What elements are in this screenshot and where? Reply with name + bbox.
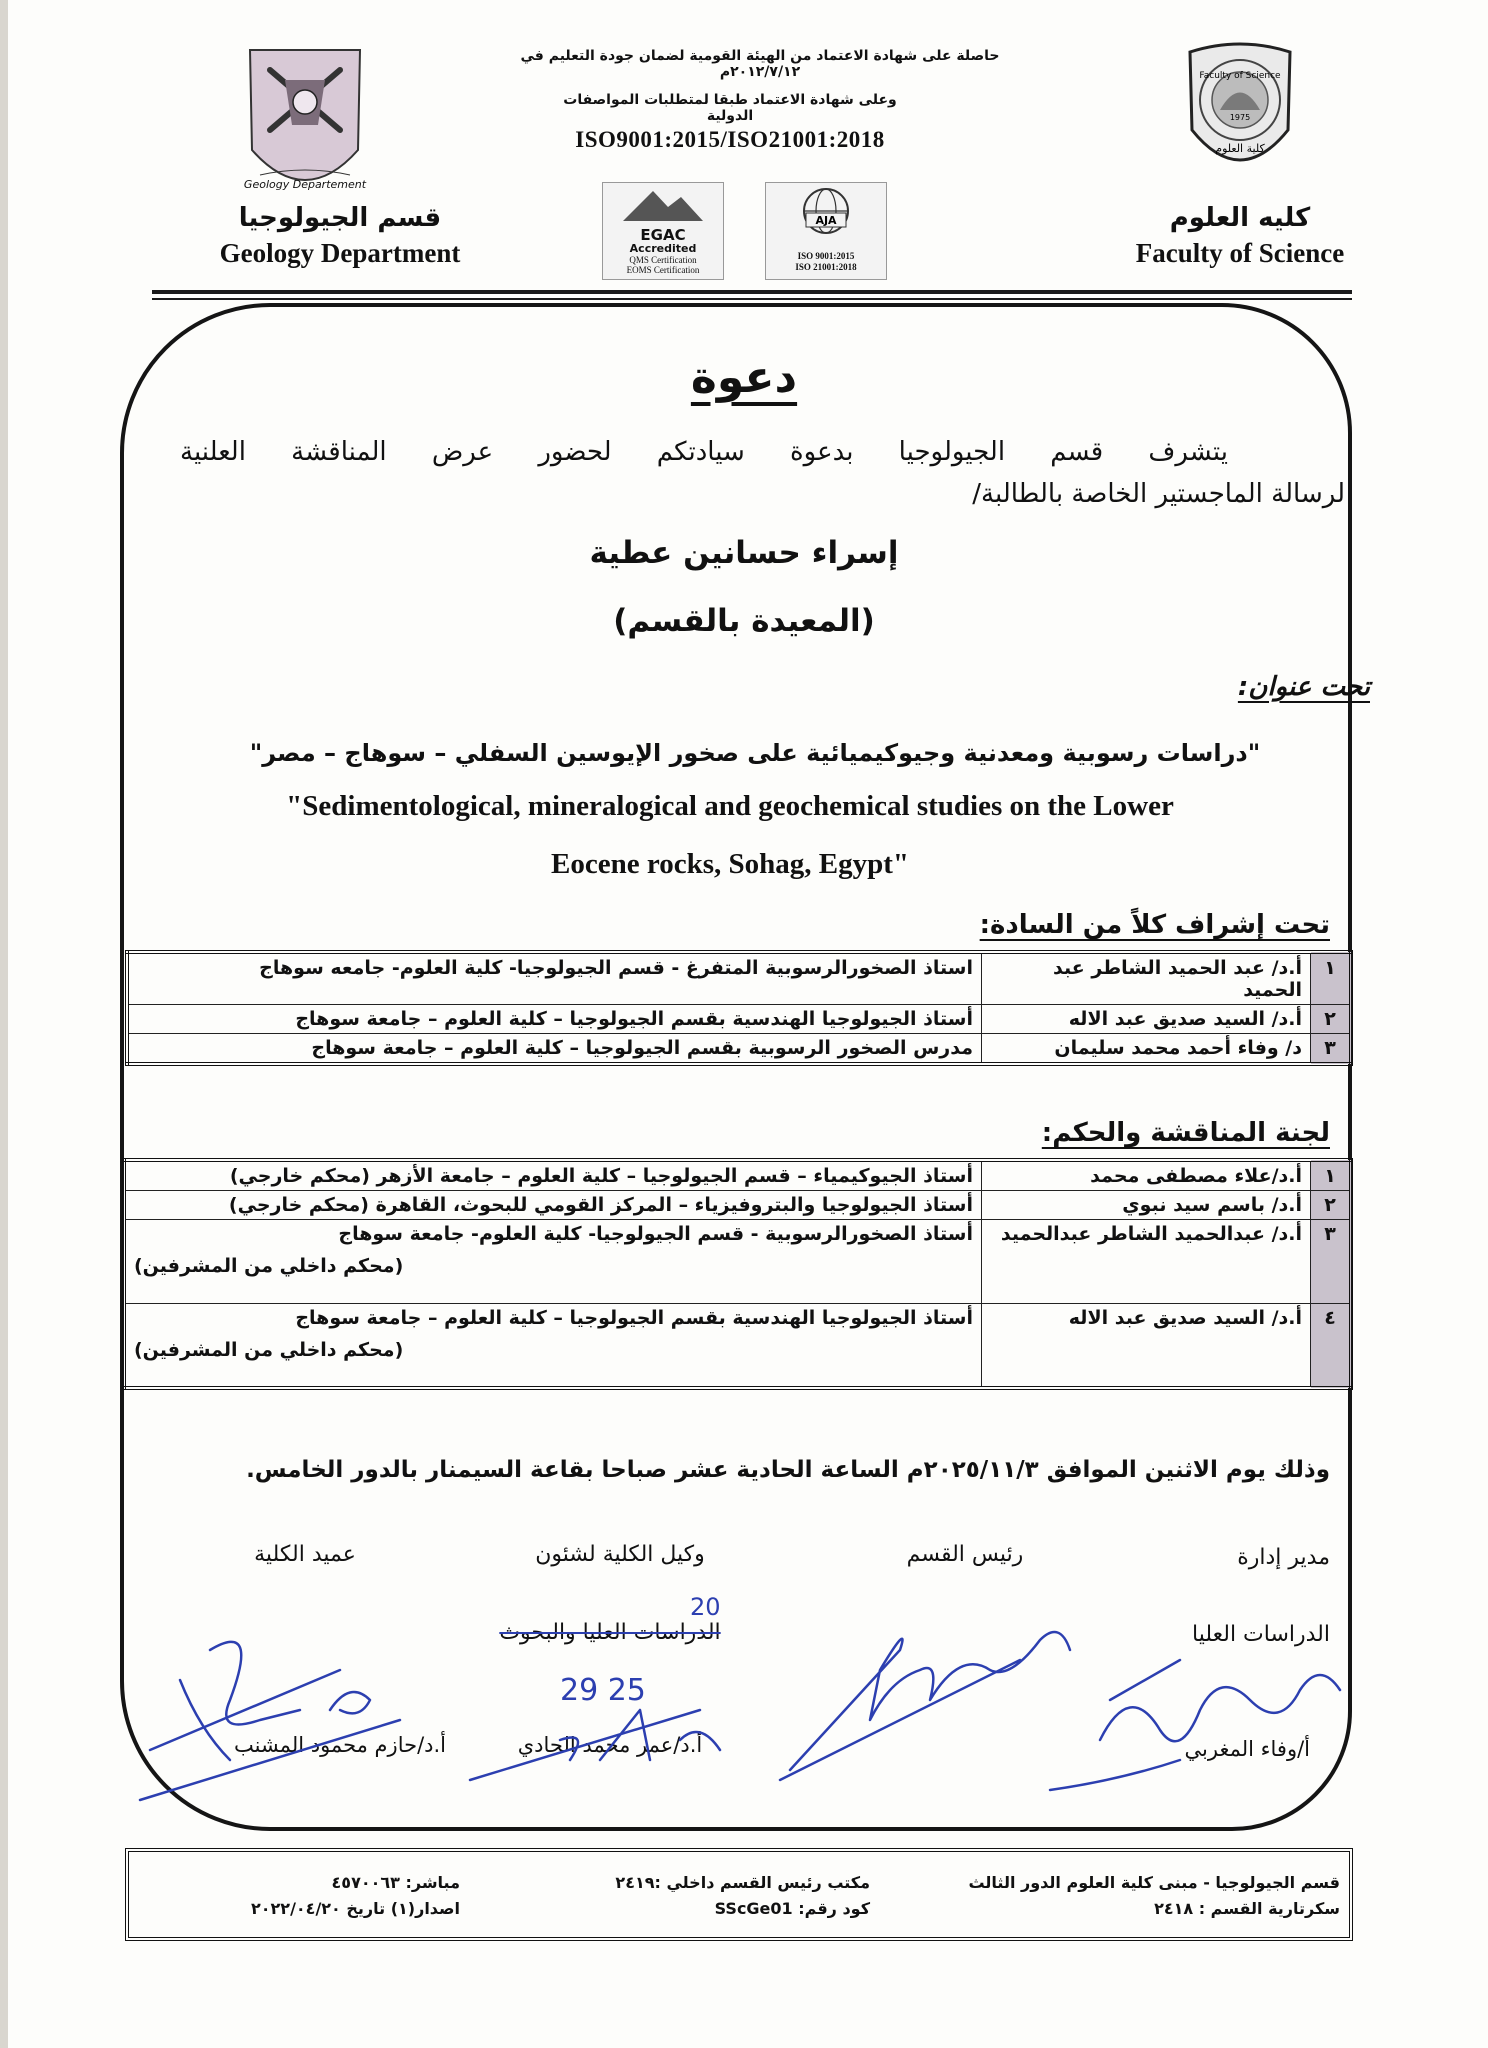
- member-title-text: أستاذ الجيولوجيا والبتروفيزياء – المركز القومي للبحوث، القاهرة (محكم خارجي): [228, 1194, 973, 1216]
- member-title-text: أستاذ الصخورالرسوبية - قسم الجيولوجيا- كلية العلوم- جامعة سوهاج: [338, 1223, 973, 1245]
- geology-logo-caption: Geology Departement: [243, 178, 367, 191]
- svg-text:كلية العلوم: كلية العلوم: [1215, 142, 1265, 155]
- mountain-icon: [603, 183, 723, 223]
- schedule-line: وذلك يوم الاثنين الموافق ٢٠٢٥/١١/٣م الساعة الحادية عشر صباحا بقاعة السيمنار بالدور الخامس.: [246, 1457, 1330, 1483]
- aja-badge: [765, 182, 887, 280]
- row-number: ٢: [1311, 1191, 1352, 1220]
- supervisor-name: أ.د/ السيد صديق عبد الاله: [982, 1005, 1311, 1034]
- iso-standards: ISO9001:2015/ISO21001:2018: [575, 127, 885, 152]
- accreditation-line-2: وعلى شهادة الاعتماد طبقا لمتطلبات المواصفات الدولية: [563, 92, 897, 124]
- geology-dept-logo: [230, 40, 380, 200]
- member-name: أ.د/ عبدالحميد الشاطر عبدالحميد: [982, 1220, 1311, 1304]
- member-title-text: أستاذ الجيولوجيا الهندسية بقسم الجيولوجيا – كلية العلوم – جامعة سوهاج: [295, 1307, 973, 1329]
- sig-vice-dean-num: 20: [690, 1593, 721, 1621]
- svg-text:Faculty of Science: Faculty of Science: [1199, 71, 1281, 81]
- member-name: أ.د/ السيد صديق عبد الاله: [982, 1304, 1311, 1388]
- member-title: [124, 1220, 982, 1304]
- header-divider-thin: [152, 298, 1352, 300]
- intro-line-2: لرسالة الماجستير الخاصة بالطالبة/: [972, 479, 1345, 509]
- member-name: أ.د/علاء مصطفى محمد: [982, 1160, 1311, 1191]
- sig-postgrad-manager-title: مدير إدارة: [1237, 1545, 1330, 1570]
- egac-title: EGAC: [640, 226, 686, 244]
- member-name: أ.د/ باسم سيد نبوي: [982, 1191, 1311, 1220]
- geology-shield-icon: [230, 40, 380, 200]
- row-number: ٤: [1311, 1304, 1352, 1388]
- row-number: ٣: [1311, 1220, 1352, 1304]
- footer-code: كود رقم: SScGe01: [714, 1899, 870, 1918]
- committee-label: لجنة المناقشة والحكم:: [1041, 1118, 1330, 1148]
- supervisor-name: د/ وفاء أحمد محمد سليمان: [982, 1034, 1311, 1065]
- globe-icon: [766, 183, 886, 239]
- footer-address: قسم الجيولوجيا - مبنى كلية العلوم الدور الثالث: [968, 1873, 1340, 1892]
- supervisor-title: مدرس الصخور الرسوبية بقسم الجيولوجيا – كلية العلوم – جامعة سوهاج: [127, 1034, 982, 1065]
- member-title: [124, 1191, 982, 1220]
- sig-vice-dean-title2: الدراسات العليا والبحوث: [499, 1620, 721, 1645]
- table-row: [127, 1005, 1351, 1034]
- aja-l2: ISO 21001:2018: [795, 262, 857, 272]
- egac-badge: [602, 182, 724, 280]
- dept-name-ar: قسم الجيولوجيا: [238, 203, 442, 233]
- student-role: (المعيدة بالقسم): [613, 603, 875, 639]
- sig-dean-title: عميد الكلية: [254, 1542, 356, 1567]
- signature-dept-head: [780, 1632, 1070, 1780]
- table-row: [124, 1160, 1351, 1191]
- sig-vice-dean-name: أ.د/عمر محمد الحادي: [517, 1733, 703, 1757]
- footer-secretary: سكرتارية القسم : ٢٤١٨: [1154, 1899, 1340, 1918]
- header-divider: [152, 290, 1352, 294]
- egac-l2: EOMS Certification: [626, 265, 700, 275]
- sig-dean-name: أ.د/حازم محمود المشنب: [233, 1733, 447, 1757]
- supervisors-label: تحت إشراف كلاً من السادة:: [979, 910, 1330, 940]
- row-number: ٢: [1311, 1005, 1352, 1034]
- signature-vice-dean: [470, 1593, 721, 1780]
- intro-line-1: يتشرف قسم الجيولوجيا بدعوة سيادتكم لحضور عرض المناقشة العلنية: [180, 437, 1228, 467]
- faculty-logo: [1180, 40, 1300, 190]
- committee-table: [122, 1158, 1353, 1390]
- row-number: ١: [1311, 952, 1352, 1005]
- faculty-shield-icon: [1180, 40, 1300, 190]
- sig-postgrad-manager-title2: الدراسات العليا: [1192, 1622, 1330, 1647]
- footer-dept-head-office: مكتب رئيس القسم داخلي :٢٤١٩: [615, 1873, 870, 1892]
- table-row: [124, 1191, 1351, 1220]
- supervisor-title: أستاذ الجيولوجيا الهندسية بقسم الجيولوجيا – كلية العلوم – جامعة سوهاج: [127, 1005, 982, 1034]
- table-row: [127, 952, 1351, 1005]
- sig-dept-head-title: رئيس القسم: [906, 1542, 1024, 1567]
- supervisor-name: أ.د/ عبد الحميد الشاطر عبد الحميد: [982, 952, 1311, 1005]
- supervisors-table: [125, 950, 1353, 1066]
- member-note: (محكم داخلي من المشرفين): [134, 1255, 404, 1277]
- row-number: ١: [1311, 1160, 1352, 1191]
- member-note: (محكم داخلي من المشرفين): [134, 1339, 404, 1361]
- supervisor-title: استاذ الصخورالرسوبية المتفرغ - قسم الجيولوجيا- كلية العلوم- جامعه سوهاج: [127, 952, 982, 1005]
- accreditation-line-1: حاصلة على شهادة الاعتماد من الهيئة القومية لضمان جودة التعليم في ٢٠١٢/٧/١٢م: [520, 48, 1000, 80]
- invitation-title: دعوة: [690, 352, 798, 403]
- svg-text:AJA: AJA: [815, 214, 837, 227]
- thesis-title-en-2: Eocene rocks, Sohag, Egypt": [551, 848, 909, 880]
- student-name: إسراء حسانين عطية: [589, 535, 899, 571]
- svg-text:1975: 1975: [1229, 113, 1251, 122]
- member-title: [124, 1160, 982, 1191]
- member-title: [124, 1304, 982, 1388]
- table-row: [127, 1034, 1351, 1065]
- sig-vice-dean-title: وكيل الكلية لشئون: [535, 1542, 705, 1567]
- sig-postgrad-manager-name: أ/وفاء المغربي: [1184, 1737, 1310, 1761]
- footer-issue-date: اصدار(١) تاريخ ٢٠٢٢/٠٤/٢٠: [251, 1899, 460, 1918]
- member-title-text: أستاذ الجيوكيمياء – قسم الجيولوجيا – كلية العلوم – جامعة الأزهر (محكم خارجي): [229, 1165, 973, 1187]
- footer-direct-phone: مباشر: ٤٥٧٠٠٦٣: [331, 1873, 460, 1892]
- sig-vice-dean-date: 29 25: [560, 1673, 646, 1708]
- table-row: [124, 1220, 1351, 1304]
- faculty-name-ar: كليه العلوم: [1169, 203, 1311, 233]
- thesis-title-label: تحت عنوان:: [1237, 672, 1370, 702]
- signature-postgrad-manager: [1050, 1660, 1340, 1790]
- thesis-title-en-1: "Sedimentological, mineralogical and geochemical studies on the Lower: [286, 790, 1174, 822]
- aja-l1: ISO 9001:2015: [797, 251, 855, 261]
- egac-sub: Accredited: [629, 242, 697, 255]
- dept-name-en: Geology Department: [219, 238, 461, 268]
- table-row: [124, 1304, 1351, 1388]
- egac-l1: QMS Certification: [629, 255, 697, 265]
- thesis-title-ar: "دراسات رسوبية ومعدنية وجيوكيميائية على صخور الإيوسين السفلي – سوهاج – مصر": [249, 739, 1261, 767]
- row-number: ٣: [1311, 1034, 1352, 1065]
- faculty-name-en: Faculty of Science: [1135, 238, 1345, 268]
- signature-dean: [140, 1642, 400, 1800]
